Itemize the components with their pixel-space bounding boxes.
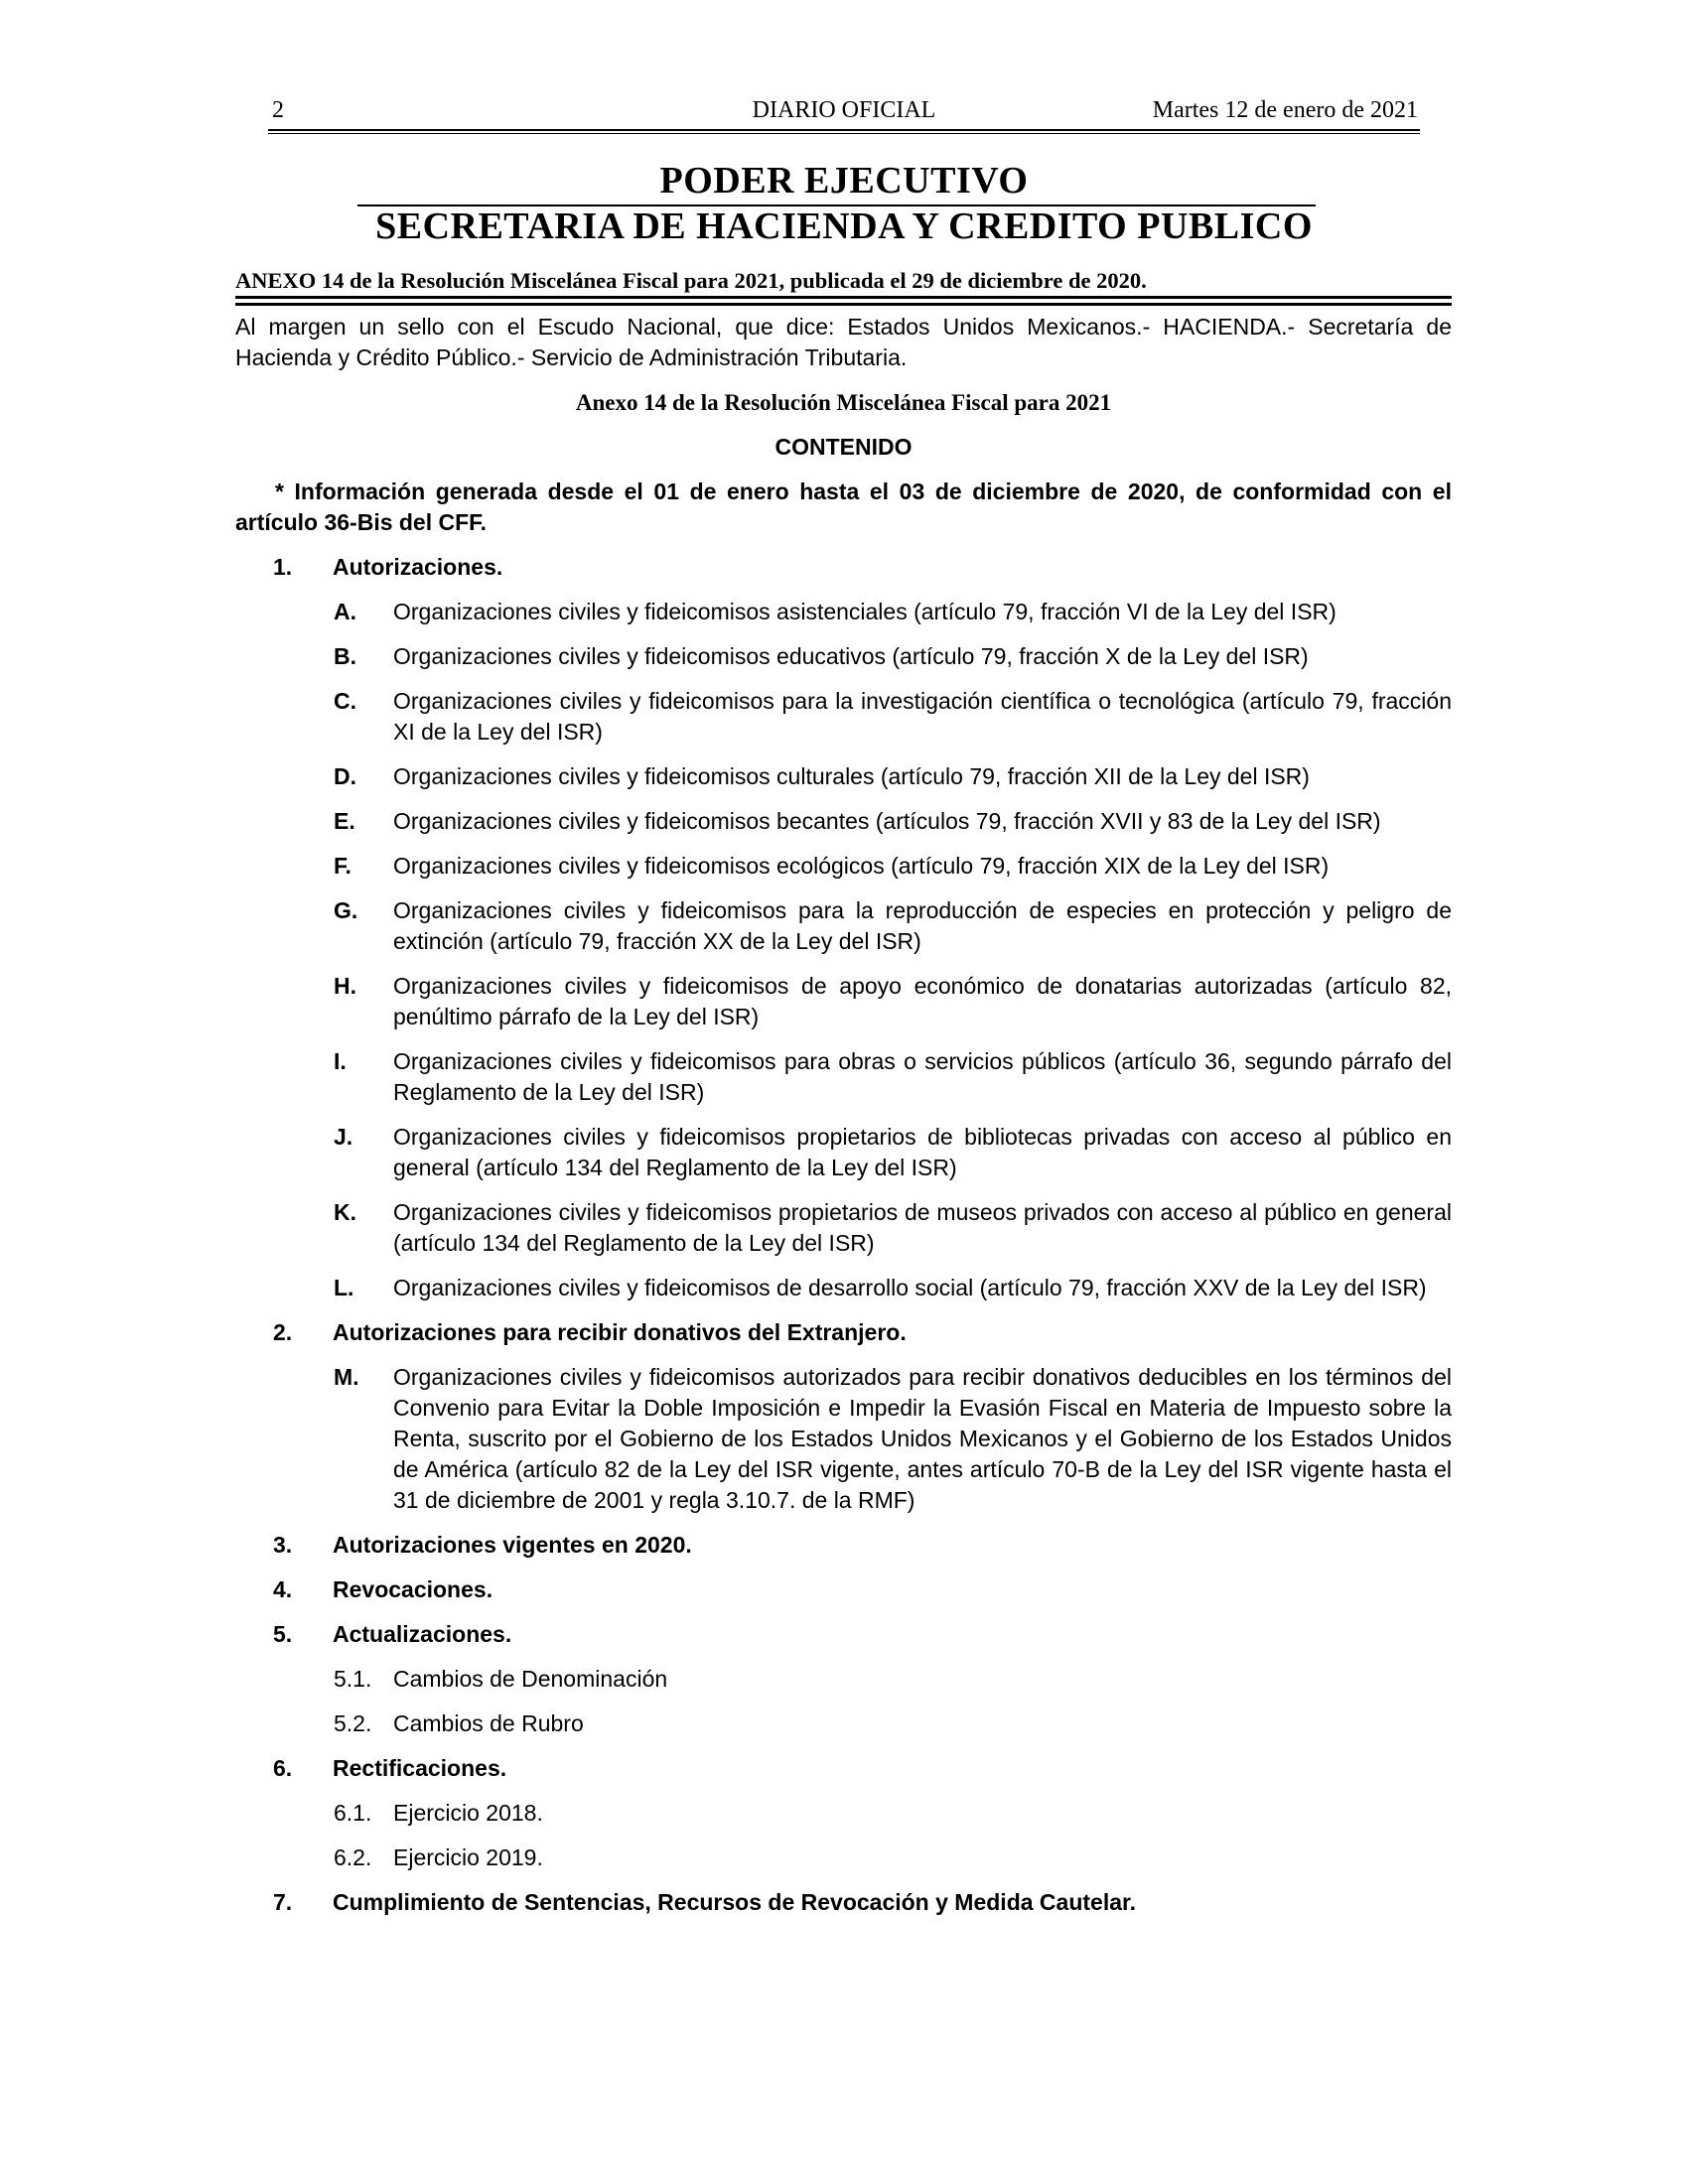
ministry-title: SECRETARIA DE HACIENDA Y CREDITO PUBLICO [375,205,1313,247]
section-heading [235,1753,1452,1784]
list-item [235,686,1452,748]
section-heading [235,1619,1452,1650]
list-item [235,597,1452,627]
contents-list [235,552,1452,1918]
item-label: A. [334,599,356,624]
item-text: Organizaciones civiles y fideicomisos educativos (artículo 79, fracción X de la Ley del ISR) [393,643,1309,669]
section-title: Autorizaciones. [333,554,503,580]
item-label: 6.1. [334,1800,372,1826]
list-item [235,1798,1452,1829]
item-label: H. [334,973,356,999]
section-number: 1. [273,554,293,580]
seal-paragraph: Al margen un sello con el Escudo Nacional, que dice: Estados Unidos Mexicanos.- HACIENDA.- Secretaría de Hacienda y Crédito Público.- Servicio de Administración Tributaria. [235,314,1452,370]
item-label: 5.1. [334,1666,372,1692]
item-text: Organizaciones civiles y fideicomisos autorizados para recibir donativos deducibles en los términos del Convenio para Evitar la Doble Imposición e Impedir la Evasión Fiscal en Materia de Impuesto sobre la Renta, suscrito por el Gobierno de los Estados Unidos Mexicanos y el Gobierno de los Estados Unidos de América (artículo 82 de la Ley del ISR vigente, antes artículo 70-B de la Ley del ISR vigente hasta el 31 de diciembre de 2001 y regla 3.10.7. de la RMF) [393,1364,1452,1513]
item-text: Organizaciones civiles y fideicomisos para obras o servicios públicos (artículo 36, segundo párrafo del Reglamento de la Ley del ISR) [393,1048,1452,1105]
header-rule [268,129,1420,131]
list-item [235,895,1452,957]
item-text: Organizaciones civiles y fideicomisos de apoyo económico de donatarias autorizadas (artículo 82, penúltimo párrafo de la Ley del ISR) [393,973,1452,1029]
section-number: 4. [273,1576,293,1602]
list-item [235,1708,1452,1739]
section-heading [235,552,1452,583]
publication-date: Martes 12 de enero de 2021 [1152,97,1418,123]
title-double-rule-top [235,296,1452,299]
section-number: 2. [273,1319,293,1345]
branch-title: PODER EJECUTIVO [659,160,1029,202]
item-text: Organizaciones civiles y fideicomisos para la reproducción de especies en protección y peligro de extinción (artículo 79, fracción XX de la Ley del ISR) [393,897,1452,954]
list-item [235,761,1452,792]
item-text: Organizaciones civiles y fideicomisos ecológicos (artículo 79, fracción XIX de la Ley del ISR) [393,853,1330,879]
item-label: C. [334,688,356,714]
item-text: Organizaciones civiles y fideicomisos culturales (artículo 79, fracción XII de la Ley del ISR) [393,763,1310,789]
item-text: Organizaciones civiles y fideicomisos de desarrollo social (artículo 79, fracción XXV de la Ley del ISR) [393,1275,1427,1300]
item-label: D. [334,763,356,789]
item-text: Organizaciones civiles y fideicomisos asistenciales (artículo 79, fracción VI de la Ley del ISR) [393,599,1336,624]
document-title: ANEXO 14 de la Resolución Miscelánea Fiscal para 2021, publicada el 29 de diciembre de 2020. [235,268,1147,293]
item-text: Ejercicio 2018. [393,1800,543,1826]
section-number: 7. [273,1889,293,1915]
contents-heading: CONTENIDO [774,434,913,460]
list-item [235,1273,1452,1303]
list-item [235,641,1452,672]
item-label: K. [334,1199,356,1225]
list-item [235,806,1452,837]
item-label: L. [334,1275,354,1300]
section-title: Rectificaciones. [333,1755,507,1781]
section-heading [235,1887,1452,1918]
item-label: E. [334,808,355,834]
section-title: Actualizaciones. [333,1621,512,1647]
section-heading [235,1530,1452,1561]
item-text: Organizaciones civiles y fideicomisos becantes (artículos 79, fracción XVII y 83 de la Ley del ISR) [393,808,1381,834]
item-label: 5.2. [334,1710,372,1736]
annex-subtitle: Anexo 14 de la Resolución Miscelánea Fiscal para 2021 [575,390,1112,415]
item-label: B. [334,643,356,669]
section-number: 5. [273,1621,293,1647]
list-item [235,1046,1452,1108]
item-text: Organizaciones civiles y fideicomisos para la investigación científica o tecnológica (artículo 79, fracción XI de la Ley del ISR) [393,688,1452,745]
item-text: Organizaciones civiles y fideicomisos propietarios de bibliotecas privadas con acceso al público en general (artículo 134 del Reglamento de la Ley del ISR) [393,1124,1452,1180]
item-text: Cambios de Denominación [393,1666,668,1692]
item-label: G. [334,897,358,923]
section-number: 6. [273,1755,293,1781]
info-note: * Información generada desde el 01 de enero hasta el 03 de diciembre de 2020, de conformidad con el artículo 36-Bis del CFF. [235,478,1452,535]
section-heading [235,1574,1452,1605]
item-label: F. [334,853,352,879]
section-number: 3. [273,1532,293,1558]
item-label: J. [334,1124,353,1150]
item-text: Ejercicio 2019. [393,1844,543,1870]
list-item [235,1362,1452,1516]
section-heading [235,1317,1452,1348]
section-title: Autorizaciones vigentes en 2020. [333,1532,692,1558]
item-label: M. [334,1364,359,1390]
title-double-rule-bottom [235,303,1452,306]
item-label: I. [334,1048,347,1074]
item-text: Cambios de Rubro [393,1710,584,1736]
list-item [235,971,1452,1032]
section-title: Cumplimiento de Sentencias, Recursos de Revocación y Medida Cautelar. [333,1889,1137,1915]
header-rule-thin [268,133,1420,134]
list-item [235,1197,1452,1259]
item-text: Organizaciones civiles y fideicomisos propietarios de museos privados con acceso al público en general (artículo 134 del Reglamento de la Ley del ISR) [393,1199,1452,1256]
list-item [235,1843,1452,1873]
section-title: Autorizaciones para recibir donativos del Extranjero. [333,1319,907,1345]
section-title: Revocaciones. [333,1576,493,1602]
list-item [235,1122,1452,1183]
publication-name: DIARIO OFICIAL [752,97,936,123]
document-body [235,312,1452,1918]
page-number: 2 [272,97,284,123]
item-label: 6.2. [334,1844,372,1870]
list-item [235,851,1452,882]
list-item [235,1664,1452,1695]
